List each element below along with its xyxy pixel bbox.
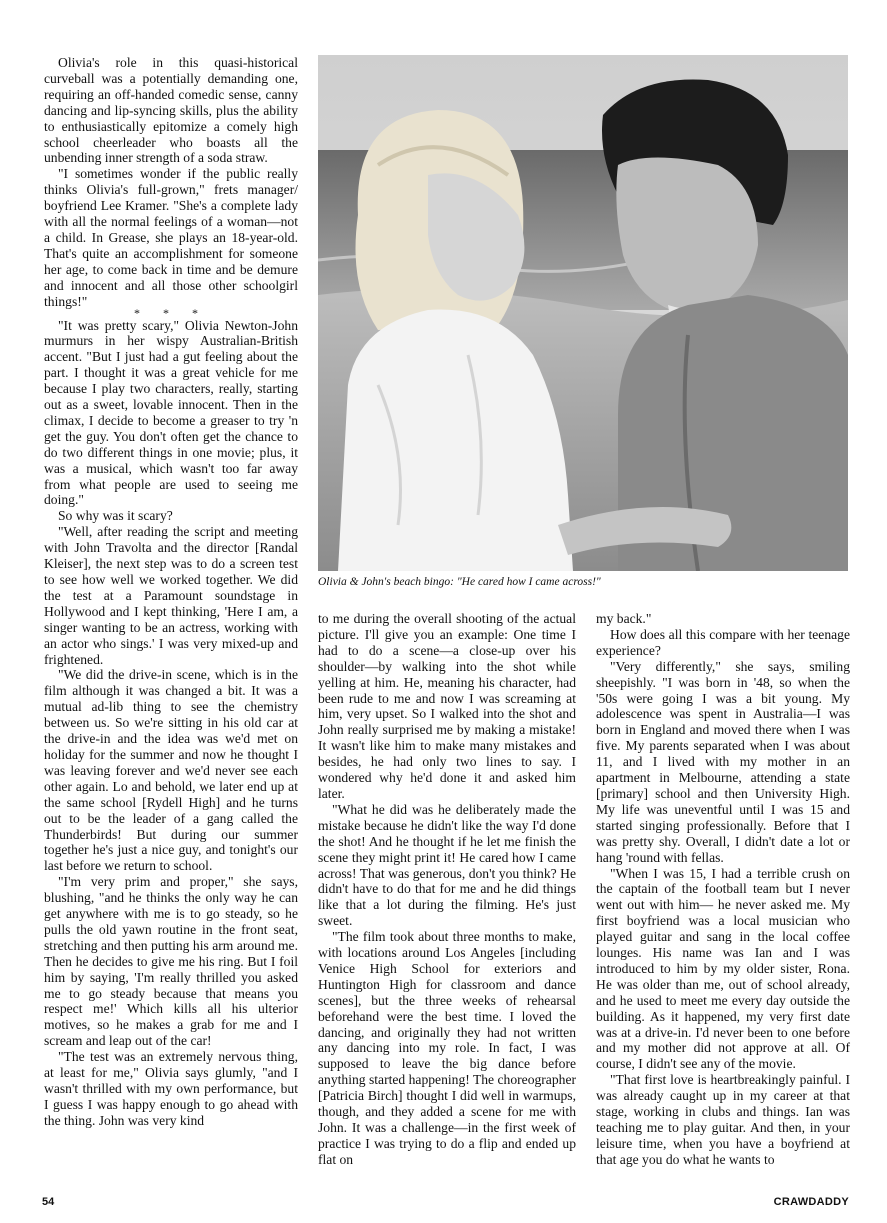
paragraph: "The film took about three months to make, with locations around Los Angeles [including Venice High School for exteriors and Huntington High for classroom and dance scenes], but the three weeks of rehearsal beforehand were the best time. I loved the dancing, and originally they had not written any dancing into my role. In fact, I was supposed to leave the big dance before anything started happening! The choreographer [Patricia Birch] thought I did well in warmups, though, and they added a scene for me with John. It was a challenge—in the first week of practice I was trying to do a flip and ended up flat on: [318, 929, 576, 1167]
paragraph: Olivia's role in this quasi-historical curveball was a potentially demanding one, requiring an off-handed comedic sense, canny dancing and lip-syncing skills, plus the ability to enthusiastically epitomize a comely high school cheerleader who boasts all the unbending inner strength of a soda straw.: [44, 55, 298, 166]
paragraph: my back.": [596, 611, 652, 626]
beach-photo: [318, 55, 848, 571]
paragraph: to me during the overall shooting of the actual picture. I'll give you an example: One time I had to do a scene—a close-up over his shoulder—by walking into the shot while yelling at him. He, meaning his character, had been rude to me and now I was screaming at him, very upset. So I walked into the shot and John really surprised me by making a mistake! It wasn't like him to make many mistakes and besides, he had only two lines to say. I wondered why he'd done it and asked him later.: [318, 611, 576, 801]
paragraph: "What he did was he deliberately made the mistake because he didn't like the way I'd done the shot! And he thought if he let me finish the scene they might print it! He cared how I came across! That was generous, don't you think? He didn't have to do that for me and he did things like that a lot during the filming. He's just sweet.: [318, 801, 576, 929]
paragraph: "The test was an extremely nervous thing, at least for me," Olivia says glumly, "and I wasn't thrilled with my own performance, but I guess I was happy enough to go ahead with the thing. John was very kind: [44, 1049, 298, 1128]
paragraph: "Well, after reading the script and meeting with John Travolta and the director [Randal Kleiser], the next step was to do a screen test to see how well we worked together. We did the test at a Paramount soundstage in Hollywood and I kept thinking, 'Here I am, a singer wanting to be an actress, working with an actor who sings.' I was very mixed-up and frightened.: [44, 524, 298, 667]
photo-caption: Olivia & John's beach bingo: "He cared how I came across!": [318, 576, 601, 588]
magazine-name: CRAWDADDY: [773, 1196, 849, 1208]
article-column-1: [44, 55, 298, 1129]
paragraph: "Very differently," she says, smiling sheepishly. "I was born in '48, so when the '50s were going I was a bit young. My adolescence was spent in Australia—I was born in England and moved there when I was five. My parents separated when I was about 11, and I lived with my mother in an apartment in Melbourne, attending a state [primary] school and then University High. My life was uneventful until I was 15 and started singing professionally. Before that I was pretty shy. Overall, I didn't date a lot or hang 'round with fellas.: [596, 658, 850, 865]
paragraph: "When I was 15, I had a terrible crush on the captain of the football team but I never went out with him— he never asked me. My first boyfriend was a local musician who played guitar and sang in the local coffee lounges. His name was Ian and I was introduced to him by my older sister, Rona. He was older than me, out of school already, and he used to meet me every day outside the building. As it happened, my very first date was at a drive-in. I'd never been to one before and my mother did not approve at all. Of course, I didn't see any of the movie.: [596, 865, 850, 1072]
page-number: 54: [42, 1196, 55, 1208]
paragraph: "I sometimes wonder if the public really thinks Olivia's full-grown," frets manager/ boyfriend Lee Kramer. "She's a complete lady with all the normal feelings of a woman—not a child. In Grease, she plays an 18-year-old. That's quite an accomplishment for someone her age, to come back in time and be demure and innocent and all those other schoolgirl things!": [44, 166, 298, 309]
section-break: * * *: [134, 305, 208, 320]
paragraph: "I'm very prim and proper," she says, blushing, "and he thinks the only way he can get anywhere with me is to go steady, so he pulls the old yawn routine in the front seat, stretching and then putting his arm around me. Then he decides to give me his ring. But I foil him by saying, 'I'm really thrilled you asked me to go steady because that means you respect me!' Which kills all his ulterior motives, so he makes a grab for me and I scream and leap out of the car!: [44, 874, 298, 1049]
paragraph: How does all this compare with her teenage experience?: [596, 626, 850, 658]
paragraph: So why was it scary?: [58, 508, 173, 524]
article-column-2: [318, 611, 576, 1168]
photo-illustration: [318, 55, 848, 571]
paragraph: "It was pretty scary," Olivia Newton-John murmurs in her wispy Australian-British accent. "But I just had a gut feeling about the part. I thought it was a great vehicle for me because I play two characters, really, starting out as a sweet, lovable innocent. Then in the climax, I decide to become a greaser to try 'n get the guy. You don't often get the chance to do two different things in one movie; plus, it was a musical, which wasn't too far away from what people are used to seeing me doing.": [44, 317, 298, 508]
paragraph: "That first love is heartbreakingly painful. I was already caught up in my career at that stage, working in clubs and things. Ian was teaching me to play guitar. And then, in your leisure time, when you have a boyfriend at that age you do what he wants to: [596, 1072, 850, 1167]
article-column-3: [596, 611, 850, 1168]
paragraph: "We did the drive-in scene, which is in the film although it was changed a bit. It was a mutual ad-lib thing to see the chemistry between us. So we're sitting in his old car at the drive-in and the idea was we'd met on holiday for the summer and now he thought I was leaving forever and we'd never see each other again. Lo and behold, we later end up at the same school [Rydell High] and he turns out to be the leader of a gang called the Thunderbirds! But during our summer together he's just a nice guy, and tonight's our last before we return to school.: [44, 667, 298, 874]
